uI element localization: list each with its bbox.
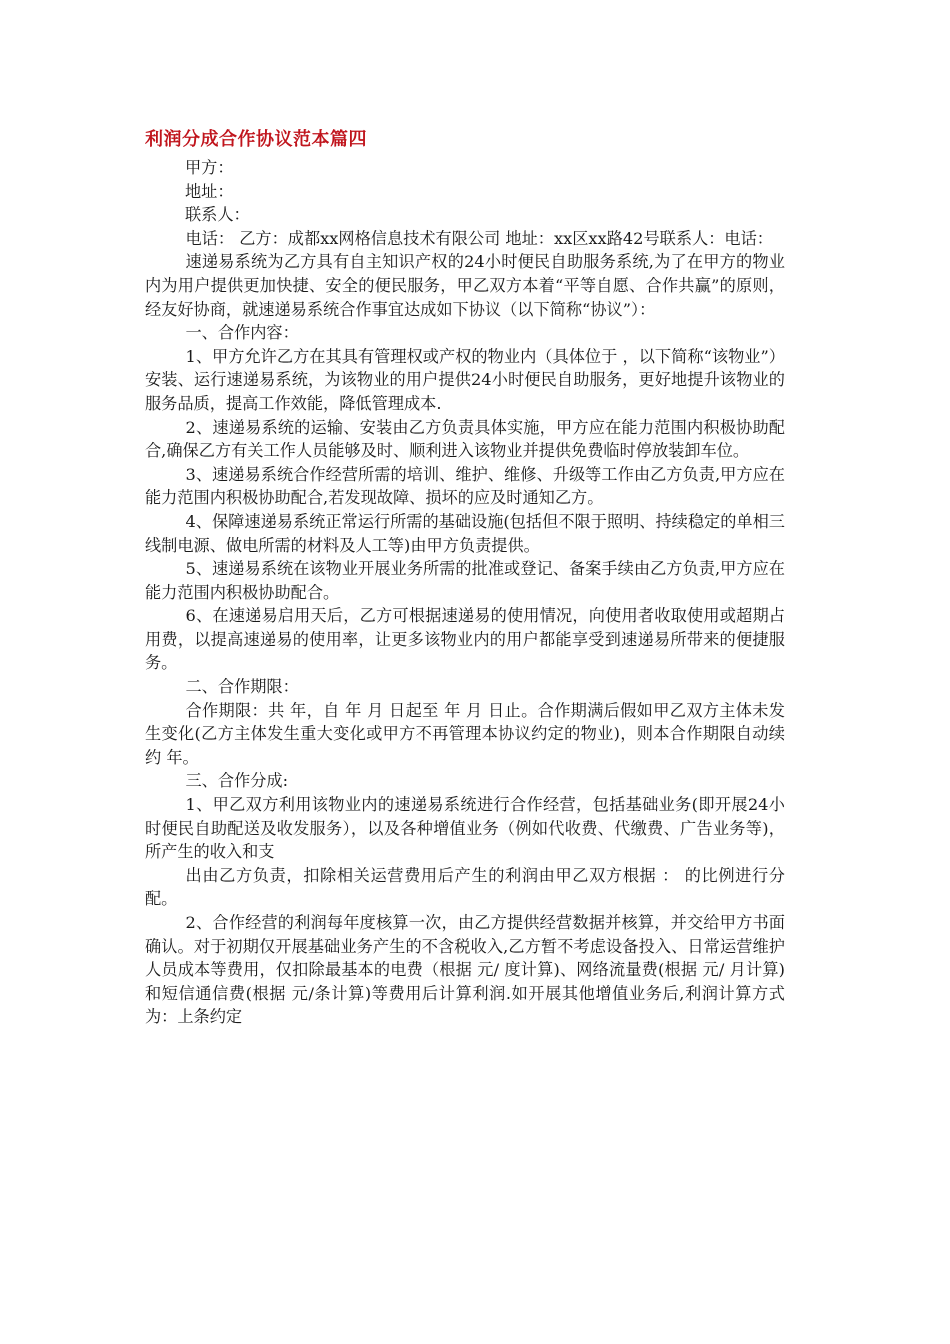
section-3-item: 2、合作经营的利润每年度核算一次，由乙方提供经营数据并核算，并交给甲方书面确认。对于初期仅开展基础业务产生的不含税收入,乙方暂不考虑设备投入、日常运营维护人员成本等费用，仅扣除最基本的电费（根据 元/ 度计算)、网络流量费(根据 元/ 月计算)和短信通信费(根据 元/条计算)等费用后计算利润.如开展其他增值业务后,利润计算方式为：上条约定 xyxy=(145,913,785,1027)
section-1-item: 3、速递易系统合作经营所需的培训、维护、维修、升级等工作由乙方负责,甲方应在能力范围内积极协助配合,若发现故障、损坏的应及时通知乙方。 xyxy=(145,464,785,508)
section-2-text: 合作期限：共 年，自 年 月 日起至 年 月 日止。合作期满后假如甲乙双方主体未发生变化(乙方主体发生重大变化或甲方不再管理本协议约定的物业)，则本合作期限自动续约 年。 xyxy=(145,700,785,767)
party-a-address-label: 地址： xyxy=(185,181,234,201)
contact-info-line: 电话： 乙方：成都xx网格信息技术有限公司 地址：xx区xx路42号联系人：电话： xyxy=(185,228,773,248)
intro-paragraph: 速递易系统为乙方具有自主知识产权的24小时便民自助服务系统,为了在甲方的物业内为用户提供更加快捷、安全的便民服务，甲乙双方本着“平等自愿、合作共赢”的原则，经友好协商，就速递易系统合作事宜达成如下协议（以下简称“协议”）： xyxy=(145,252,785,319)
document-title: 利润分成合作协议范本篇四 xyxy=(145,129,367,150)
section-1-item: 2、速递易系统的运输、安装由乙方负责具体实施，甲方应在能力范围内积极协助配合,确保乙方有关工作人员能够及时、顺利进入该物业并提供免费临时停放装卸车位。 xyxy=(145,417,785,461)
party-a-contact-label: 联系人： xyxy=(185,205,250,225)
section-1-item: 5、速递易系统在该物业开展业务所需的批准或登记、备案手续由乙方负责,甲方应在能力范围内积极协助配合。 xyxy=(145,559,785,602)
section-3-heading: 三、合作分成: xyxy=(185,771,289,791)
section-1-heading: 一、合作内容： xyxy=(185,323,299,343)
section-3-item: 出由乙方负责，扣除相关运营费用后产生的利润由甲乙双方根据 ： 的比例进行分配。 xyxy=(145,865,785,909)
document-page xyxy=(145,128,785,1029)
section-1-item: 6、在速递易启用天后，乙方可根据速递易的使用情况，向使用者收取使用或超期占用费，以提高速递易的使用率，让更多该物业内的用户都能享受到速递易所带来的便捷服务。 xyxy=(145,606,785,673)
section-1-item: 1、甲方允许乙方在其具有管理权或产权的物业内（具体位于 ，以下简称“该物业”）安装、运行速递易系统，为该物业的用户提供24小时便民自助服务，更好地提升该物业的服务品质，提高工作效能，降低管理成本. xyxy=(145,346,785,413)
section-1-item: 4、保障速递易系统正常运行所需的基础设施(包括但不限于照明、持续稳定的单相三线制电源、做电所需的材料及人工等)由甲方负责提供。 xyxy=(145,511,785,555)
section-2-heading: 二、合作期限： xyxy=(185,677,299,697)
section-3-item: 1、甲乙双方利用该物业内的速递易系统进行合作经营，包括基础业务(即开展24小时便民自助配送及收发服务），以及各种增值业务（例如代收费、代缴费、广告业务等)，所产生的收入和支 xyxy=(145,795,785,862)
party-a-label: 甲方： xyxy=(185,158,234,177)
